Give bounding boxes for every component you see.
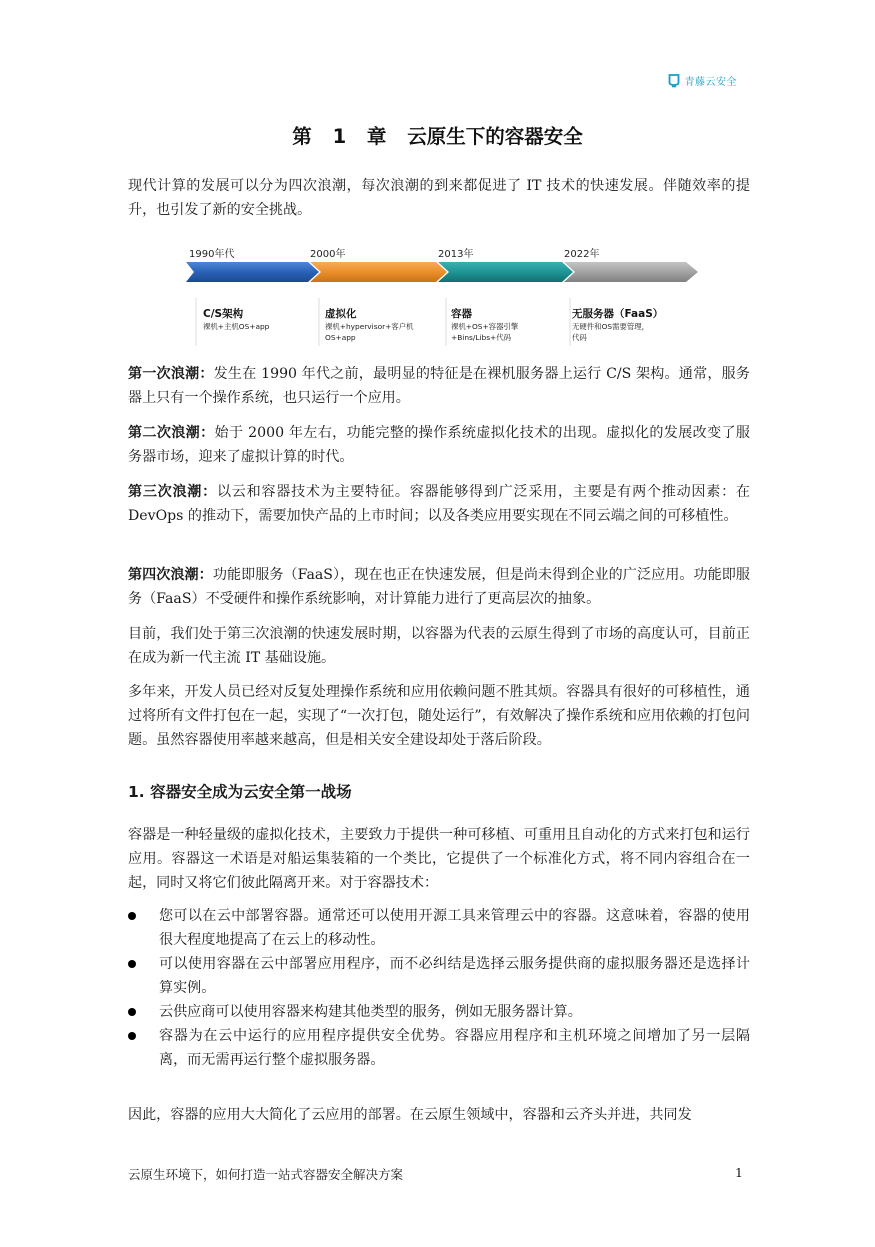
footer-title: 云原生环境下，如何打造一站式容器安全解决方案 <box>128 1167 404 1182</box>
era-desc: +Bins/Libs+代码 <box>451 333 512 342</box>
wave-text: 以云和容器技术为主要特征。容器能够得到广泛采用，主要是有两个推动因素：在 DevOps 的推动下，需要加快产品的上市时间；以及各类应用要实现在不同云端之间的可移植性。 <box>128 484 751 524</box>
era-year: 1990年代 <box>189 249 235 260</box>
era-name: C/S架构 <box>203 308 244 320</box>
era-year: 2013年 <box>438 249 474 260</box>
era-year: 2022年 <box>564 249 600 260</box>
list-item: 云供应商可以使用容器来构建其他类型的服务，例如无服务器计算。 <box>128 1000 750 1024</box>
dependency-paragraph: 多年来，开发人员已经对反复处理操作系统和应用依赖问题不胜其烦。容器具有很好的可移植性，通过将所有文件打包在一起，实现了“一次打包，随处运行”，有效解决了操作系统和应用依赖的打包问题。虽然容器使用率越来越高，但是相关安全建设却处于落后阶段。 <box>128 684 750 748</box>
brand-name: 青藤云安全 <box>684 77 737 88</box>
era-arrow-1 <box>186 262 319 282</box>
era-desc: 无硬件和OS需要管理， <box>572 322 650 331</box>
era-desc: OS+app <box>325 333 356 342</box>
brand-logo <box>668 73 738 88</box>
wave-label: 第三次浪潮： <box>128 484 217 500</box>
chapter-title: 第 1 章 云原生下的容器安全 <box>292 125 583 148</box>
wave-text: 功能即服务（FaaS），现在也正在快速发展，但是尚未得到企业的广泛应用。功能即服务（FaaS）不受硬件和操作系统影响，对计算能力进行了更高层次的抽象。 <box>128 567 750 607</box>
era-desc: 裸机+主机OS+app <box>203 322 270 331</box>
page-footer <box>128 1165 743 1183</box>
era-name: 虚拟化 <box>325 308 357 320</box>
timeline-figure <box>180 240 705 352</box>
wave-label: 第一次浪潮： <box>128 366 214 382</box>
wave-paragraph <box>128 563 750 611</box>
page-number: 1 <box>735 1165 743 1180</box>
wave-paragraph <box>128 480 750 528</box>
intro-paragraph: 现代计算的发展可以分为四次浪潮，每次浪潮的到来都促进了 IT 技术的快速发展。伴随效率的提升，也引发了新的安全挑战。 <box>128 178 750 218</box>
closing-paragraph: 因此，容器的应用大大简化了云应用的部署。在云原生领域中，容器和云齐头并进，共同发 <box>128 1107 692 1123</box>
current-paragraph: 目前，我们处于第三次浪潮的快速发展时期，以容器为代表的云原生得到了市场的高度认可，目前正在成为新一代主流 IT 基础设施。 <box>128 626 750 666</box>
era-name: 容器 <box>451 308 472 320</box>
wave-text: 始于 2000 年左右，功能完整的操作系统虚拟化技术的出现。虚拟化的发展改变了服务器市场，迎来了虚拟计算的时代。 <box>128 425 751 465</box>
list-item: 容器为在云中运行的应用程序提供安全优势。容器应用程序和主机环境之间增加了另一层隔离，而无需再运行整个虚拟服务器。 <box>128 1024 750 1072</box>
section-intro: 容器是一种轻量级的虚拟化技术，主要致力于提供一种可移植、可重用且自动化的方式来打包和运行应用。容器这一术语是对船运集装箱的一个类比，它提供了一个标准化方式，将不同内容组合在一起，同时又将它们彼此隔离开来。对于容器技术： <box>128 827 750 891</box>
wave-label: 第二次浪潮： <box>128 425 215 441</box>
list-item: 您可以在云中部署容器。通常还可以使用开源工具来管理云中的容器。这意味着，容器的使用很大程度地提高了在云上的移动性。 <box>128 904 750 952</box>
era-arrow-2 <box>310 262 447 282</box>
era-desc: 代码 <box>572 333 587 342</box>
era-desc: 裸机+OS+容器引擎 <box>451 322 519 331</box>
era-year: 2000年 <box>310 249 346 260</box>
wave-text: 发生在 1990 年代之前，最明显的特征是在裸机服务器上运行 C/S 架构。通常，服务器上只有一个操作系统，也只运行一个应用。 <box>128 366 750 406</box>
section-heading: 1. 容器安全成为云安全第一战场 <box>128 783 352 801</box>
list-item: 可以使用容器在云中部署应用程序，而不必纠结是选择云服务提供商的虚拟服务器还是选择计算实例。 <box>128 952 750 1000</box>
era-name: 无服务器（FaaS） <box>572 308 664 320</box>
era-arrow-3 <box>438 262 573 282</box>
wave-paragraph <box>128 421 750 469</box>
bullet-list <box>128 904 750 1072</box>
era-arrow-4 <box>564 262 698 282</box>
shield-icon <box>668 74 680 88</box>
wave-label: 第四次浪潮： <box>128 567 213 583</box>
era-desc: 裸机+hypervisor+客户机 <box>325 322 414 331</box>
wave-paragraph <box>128 362 750 410</box>
